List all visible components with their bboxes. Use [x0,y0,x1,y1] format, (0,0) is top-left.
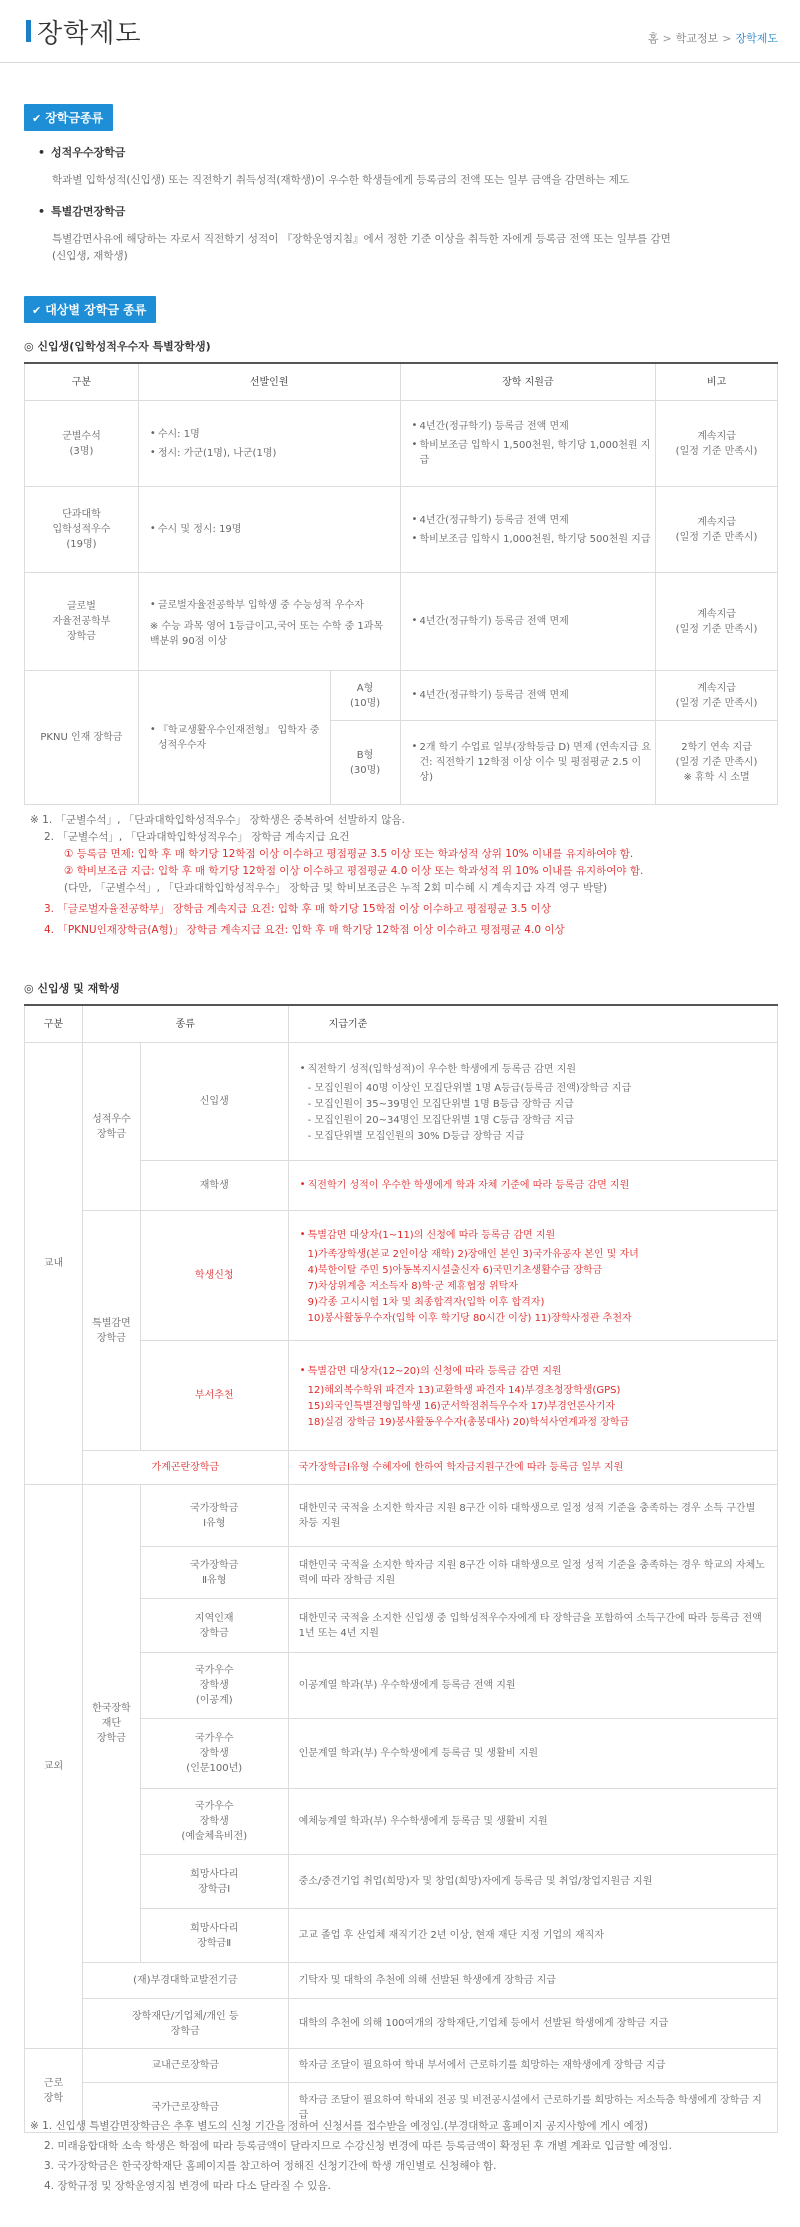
text-block: 계속지급 [697,516,736,528]
text-block: 장학금Ⅰ [198,1883,231,1895]
table-cell: 학생신청 [140,1211,288,1341]
table-row [25,1043,778,1161]
breadcrumb-home[interactable]: 홈 [647,32,659,45]
text-block [290,1081,776,1145]
all-students-scholarship-table [24,1004,778,2133]
table-cell: 국가근로장학금 [82,2083,288,2133]
table-cell [656,573,778,671]
table2-heading: ◎ 신입생 및 재학생 [24,982,120,995]
list-item: • 4년간(정규학기) 등록금 전액 면제 [412,688,655,703]
row-category [25,401,139,487]
table-cell [82,1485,140,1963]
note-line: ① 등록금 면제: 입학 후 매 학기당 12학점 이상 이수하고 평점평균 3.5 이상 또는 학과성적 상위 10% 이내를 유지하여야 함. [64,848,634,860]
list-item: • 학비보조금 입학시 1,000천원, 학기당 500천원 지급 [412,532,655,547]
note-line: ※ 1. 신입생 특별감면장학금은 추후 별도의 신청 기간을 정하여 신청서를 접수받을 예정임.(부경대학교 홈페이지 공지사항에 게시 예정) [30,2120,648,2132]
note-line: 2. 미래융합대학 소속 학생은 학점에 따라 등록금액이 달라지므로 수강신청 변경에 따른 등록금액이 확정된 후 개별 계좌로 입금할 예정임. [44,2140,672,2152]
note-line: 3. 「글로벌자율전공학부」 장학금 계속지급 요건: 입학 후 매 학기당 15학점 이상 이수하고 평점평균 3.5 이상 [44,903,551,915]
table-cell [400,573,656,671]
table-row [25,401,778,487]
table-cell: 재학생 [140,1161,288,1211]
text-block: 4)북한이탈 주민 5)아동복지시설출신자 6)국민기초생활수급 장학금 [307,1265,603,1276]
text-block: 재단 [101,1718,122,1729]
note-line: 3. 국가장학금은 한국장학재단 홈페이지를 참고하여 정해진 신청기간에 학생 개인별로 신청해야 함. [44,2160,497,2172]
text-block: 장학 [43,2092,64,2104]
list-item: • 4년간(정규학기) 등록금 전액 면제 [412,419,655,434]
list-item: • 정시: 가군(1명), 나군(1명) [150,446,399,461]
text-block: 단과대학 [62,509,101,520]
text-block: 근로 [43,2077,64,2089]
text-block: ※ 수능 과목 영어 1등급이고,국어 또는 수학 중 1과목 백분위 90점 이상 [149,621,384,647]
table-cell [288,1211,777,1341]
table-cell [140,1789,288,1855]
text-block: • [38,146,46,159]
table-cell [82,1211,140,1451]
col-header: 장학 지원금 [400,363,656,401]
table-row [25,487,778,573]
text-block: 장학재단/기업체/개인 등 [132,2010,239,2022]
text-block: - 모집인원이 40명 이상인 모집단위별 1명 A등급(등록금 전액)장학금 지급 [307,1083,632,1094]
text-block: 장학금 [199,1627,229,1639]
list-item: • 『학교생활우수인재전형』 입학자 중 성적우수자 [150,723,329,753]
table-cell: 국가장학금Ⅰ유형 수혜자에 한하여 학자금지원구간에 따라 등록금 일부 지원 [288,1451,777,1485]
freshman-scholarship-table [24,362,778,805]
table-cell [400,401,656,487]
table-row [25,671,778,721]
text-block: (10명) [349,697,381,709]
text-block: - 모집인원이 20~34명인 모집단위별 1명 C등급 장학금 지급 [307,1115,574,1126]
table-header-row [25,363,778,401]
text-block: 9)각종 고시시험 1차 및 최종합격자(입학 이후 합격자) [307,1297,545,1308]
col-header: 구분 [25,1005,83,1043]
table-cell: 기탁자 및 대학의 추천에 의해 선발된 학생에게 장학금 지급 [288,1963,777,1999]
text-block: (일정 기준 만족시) [675,623,758,635]
table-cell [656,401,778,487]
list-item: • 수시 및 정시: 19명 [150,522,399,537]
table-cell: 신입생 [140,1043,288,1161]
text-block: (일정 기준 만족시) [675,697,758,709]
table-cell: (재)부경대학교발전기금 [82,1963,288,1999]
list-item: • 학비보조금 입학시 1,500천원, 학기당 1,000천원 지급 [412,438,655,468]
section-label-text: 대상별 장학금 종류 [45,303,147,317]
table-cell [330,721,400,805]
list-item: • 특별감면 대상자(1~11)의 신청에 따라 등록금 감면 지원 [300,1228,776,1243]
table-cell [140,1485,288,1547]
text-block: 장학금 [66,631,96,642]
title-accent-bar [26,20,31,42]
table-cell [288,1043,777,1161]
note-line: ② 학비보조금 지급: 입학 후 매 학기당 12학점 이상 이수하고 평점평균 4.0 이상 또는 학과성적 위 10% 이내를 유지하여야 함. [64,865,644,877]
breadcrumb [648,30,778,46]
text-block: 입학성적우수 [52,524,111,535]
list-item: • 2개 학기 수업료 일부(장학등급 D) 면제 (연속지급 요건: 직전학기 12학점 이상 이수 및 평점평균 2.5 이상) [412,740,655,785]
note-line: ※ 1. 「군별수석」, 「단과대학입학성적우수」 장학생은 중복하여 선발하지 않음. [30,814,405,826]
table-cell: 학자금 조달이 필요하여 학내외 전공 및 비전공시설에서 근로하기를 희망하는 저소득층 학생에게 장학금 지급 [288,2083,777,2133]
text-block: 한국장학 [92,1703,131,1714]
table-cell: 중소/중견기업 취업(희망)자 및 창업(희망)자에게 등록금 및 취업/창업지원금 지원 [288,1855,777,1909]
text-block: 글로벌 [66,601,96,612]
table-row [25,1485,778,1547]
text-block: 장학금 [96,1332,126,1344]
list-item: • 글로벌자율전공학부 입학생 중 수능성적 우수자 [150,598,399,613]
text-block: 12)해외복수학위 파견자 13)교환학생 파견자 14)부경초청장학생(GPS) [307,1385,621,1396]
table-cell [140,1855,288,1909]
table-cell: 대한민국 국적을 소지한 신입생 중 입학성적우수자에게 타 장학금을 포함하여 소득구간에 따라 등록금 전액 1년 또는 4년 지원 [288,1599,777,1653]
table-cell [140,1599,288,1653]
text-block: (일정 기준 만족시) [675,757,758,768]
breadcrumb-sep: > [722,32,732,45]
text-block: 계속지급 [697,682,736,694]
list-item: • 수시: 1명 [150,427,399,442]
table-cell [140,1547,288,1599]
text-block: 국가장학금 [190,1559,239,1571]
campus-label: 교내 [25,1043,83,1485]
text-block: 장학금 [96,1128,126,1140]
text-block: 성적우수 [92,1113,131,1125]
section-label-by-target [24,296,156,323]
table-cell [288,1341,777,1451]
table-cell [82,1043,140,1211]
subheading-merit [38,144,125,160]
text-block: • [38,205,46,218]
list-item: • 직전학기 성적이 우수한 학생에게 학과 자체 기준에 따라 등록금 감면 지원 [300,1178,776,1193]
table-cell [140,1909,288,1963]
page-title: 장학제도 [37,19,142,49]
table-cell: 대한민국 국적을 소지한 학자금 지원 8구간 이하 대학생으로 일정 성적 기준을 충족하는 경우 학교의 자체노력에 따라 장학금 지원 [288,1547,777,1599]
table-cell [400,721,656,805]
row-category [25,487,139,573]
table1-notes [30,812,780,939]
table-cell [330,671,400,721]
text-block: 군별수석 [62,430,101,442]
table-cell: 가계곤란장학금 [82,1451,288,1485]
text-block: (일정 기준 만족시) [675,445,758,457]
table-cell: 학자금 조달이 필요하여 학내 부서에서 근로하기를 희망하는 재학생에게 장학금 지급 [288,2049,777,2083]
text-block: 장학금Ⅱ [197,1937,232,1949]
table-row [25,1451,778,1485]
text-block: 계속지급 [697,608,736,620]
table-cell [400,671,656,721]
table-cell [138,573,400,671]
text-block: (신입생, 재학생) [52,250,128,262]
text-block: (3명) [69,445,94,457]
text-block: 국가우수 [194,1801,234,1812]
text-block: 국가우수 [194,1733,234,1744]
row-category [25,573,139,671]
text-block: 지역인재 [194,1612,234,1624]
breadcrumb-current[interactable]: 장학제도 [735,32,778,45]
text-block [290,1247,776,1327]
text-block: B형 [356,749,374,761]
text-block: 15)외국인특별전형입학생 16)군서학점취득우수자 17)부경언론사기자 [307,1401,616,1412]
list-item: • 4년간(정규학기) 등록금 전액 면제 [412,614,655,629]
subheading-special [38,203,125,219]
text-block: 장학생 [199,1748,229,1759]
list-item: • 특별감면 대상자(12~20)의 신청에 따라 등록금 감면 지원 [300,1364,776,1379]
text-block: 국가우수 [194,1665,234,1676]
text-block: Ⅱ유형 [202,1574,227,1586]
table-cell [138,487,400,573]
section-label-scholarship-types [24,104,113,131]
text-block: (예술체육비전) [181,1831,248,1842]
text-block: - 모집단위별 모집인원의 30% D등급 장학금 지급 [307,1131,525,1142]
table-cell: 예체능계열 학과(부) 우수학생에게 등록금 및 생활비 지원 [288,1789,777,1855]
text-block: 7)차상위계층 저소득자 8)학·군 제휴협정 위탁자 [307,1281,518,1292]
check-icon: ✔ [32,304,42,317]
text-block: 특별감면장학금 [51,205,126,218]
note-line: 4. 장학규정 및 장학운영지침 변경에 따라 다소 달라질 수 있음. [44,2180,331,2192]
text-block: 장학금 [170,2025,200,2037]
text-block: 희망사다리 [190,1922,239,1934]
text-block: 18)실검 장학금 19)봉사활동우수자(총봉대사) 20)학석사연계과정 장학금 [307,1417,630,1428]
text-block: 10)봉사활동우수자(입학 이후 학기당 80시간 이상) 11)장학사정관 추천자 [307,1313,632,1324]
table-cell [138,401,400,487]
table1-heading: ◎ 신입생(입학성적우수자 특별장학생) [24,340,211,353]
breadcrumb-school-info[interactable]: 학교정보 [675,32,719,45]
text-block: (인문100년) [186,1763,243,1774]
check-icon: ✔ [32,112,42,125]
text-block: 1)가족장학생(본교 2인이상 재학) 2)장애인 본인 3)국가유공자 본인 및 자녀 [307,1249,639,1260]
table-cell: 고교 졸업 후 산업체 재직기간 2년 이상, 현재 재단 지정 기업의 재직자 [288,1909,777,1963]
table-cell [656,671,778,721]
table-cell: 부서추천 [140,1341,288,1451]
row-category: PKNU 인재 장학금 [25,671,139,805]
table-cell [82,1999,288,2049]
text-block: 자율전공학부 [52,616,111,627]
table-cell [288,1161,777,1211]
text-block: 국가장학금 [190,1502,239,1514]
table2-notes [30,2118,790,2195]
table-row [25,573,778,671]
table-cell [140,1719,288,1789]
table-cell: 대학의 추천에 의해 100여개의 장학재단,기업체 등에서 선발된 학생에게 장학금 지급 [288,1999,777,2049]
text-block: Ⅰ유형 [203,1517,226,1529]
merit-description: 학과별 입학성적(신입생) 또는 직전학기 취득성적(재학생)이 우수한 학생들에게 등록금의 전액 또는 일부 금액을 감면하는 제도 [52,174,630,186]
list-item: • 직전학기 성적(입학성적)이 우수한 학생에게 등록금 감면 지원 [300,1062,776,1077]
text-block: 특별감면 [92,1317,131,1329]
text-block: 장학금 [96,1733,126,1744]
text-block: 특별감면사유에 해당하는 자로서 직전학기 성적이 『장학운영지침』에서 정한 기준 이상을 취득한 자에게 등록금 전액 또는 일부를 감면 [52,233,671,245]
page-header [0,0,800,63]
table-cell: 교내근로장학금 [82,2049,288,2083]
text-block: 계속지급 [697,430,736,442]
table-cell: 인문계열 학과(부) 우수학생에게 등록금 및 생활비 지원 [288,1719,777,1789]
text-block: 희망사다리 [190,1868,239,1880]
table-cell: 이공계열 학과(부) 우수학생에게 등록금 전액 지원 [288,1653,777,1719]
table-header-row [25,1005,778,1043]
table-cell [656,721,778,805]
text-block [290,1383,776,1431]
col-header: 종류 [82,1005,288,1043]
text-block: 2학기 연속 지급 [681,742,752,753]
text-block: - 모집인원이 35~39명인 모집단위별 1명 B등급 장학금 지급 [307,1099,574,1110]
note-line: (다만, 「군별수석」, 「단과대학입학성적우수」 장학금 및 학비보조금은 누적 2회 미수혜 시 계속지급 자격 영구 박탈) [64,882,608,894]
table-cell [140,1653,288,1719]
col-header: 비고 [656,363,778,401]
table-row [25,1999,778,2049]
note-line: 4. 「PKNU인재장학금(A형)」 장학금 계속지급 요건: 입학 후 매 학기당 12학점 이상 이수하고 평점평균 4.0 이상 [44,924,565,936]
text-block: 장학생 [199,1816,229,1827]
text-block: (이공계) [195,1695,233,1706]
section-label-text: 장학금종류 [45,111,104,125]
table-row [25,2049,778,2083]
table-cell [656,487,778,573]
table-row [25,1963,778,1999]
list-item: • 4년간(정규학기) 등록금 전액 면제 [412,513,655,528]
col-header: 구분 [25,363,139,401]
col-header: 선발인원 [138,363,400,401]
table-row [25,1211,778,1341]
special-description [52,231,782,265]
table-cell [138,671,330,805]
text-block: (30명) [349,764,381,776]
text-block: 성적우수장학금 [51,146,126,159]
note-line: 2. 「군별수석」, 「단과대학입학성적우수」 장학금 계속지급 요건 [44,831,350,843]
breadcrumb-sep: > [662,32,672,45]
col-header: 지급기준 [288,1005,777,1043]
text-block: 장학생 [199,1680,229,1691]
outside-label: 교외 [25,1485,83,2049]
text-block: (19명) [66,539,97,550]
text-block: A형 [356,682,374,694]
table-cell: 대한민국 국적을 소지한 학자금 지원 8구간 이하 대학생으로 일정 성적 기준을 충족하는 경우 소득 구간별 차등 지원 [288,1485,777,1547]
text-block: (일정 기준 만족시) [675,531,758,543]
text-block: ※ 휴학 시 소멸 [683,772,750,783]
table-cell [400,487,656,573]
